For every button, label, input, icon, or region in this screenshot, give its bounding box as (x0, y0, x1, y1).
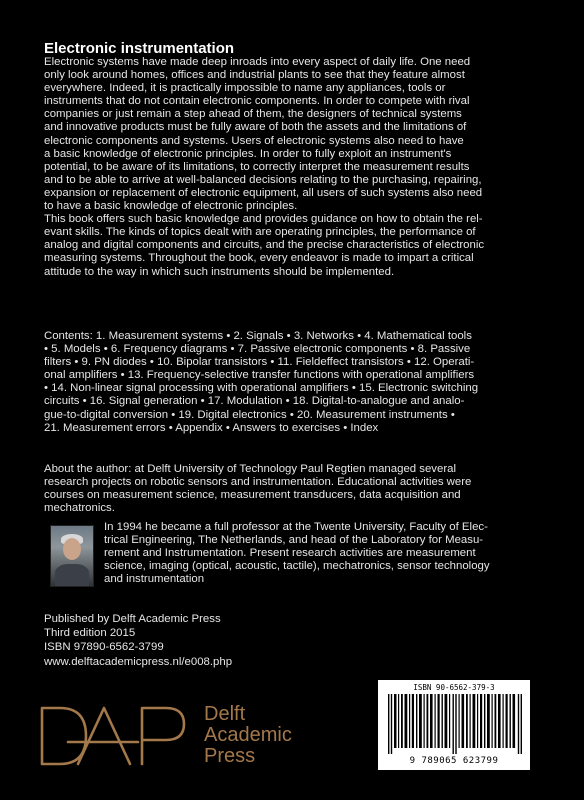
author-photo (50, 525, 94, 587)
author-bio-text (104, 521, 544, 586)
intro-line: electronic components and systems. Users of electronic systems also need to have (44, 134, 464, 147)
publisher-info (44, 612, 232, 669)
author-line: research projects on robotic sensors and instrumentation. Educational activities were (44, 476, 472, 489)
logo-wordmark (204, 704, 292, 767)
intro-text (44, 56, 544, 279)
author-bio-line: and instrumentation (104, 573, 205, 586)
barcode-isbn-label: ISBN 90-6562-379-3 (413, 683, 495, 692)
intro-line: analog and digital components and circuits, and the precise characteristics of electronic (44, 239, 485, 252)
author-line: mechatronics. (44, 502, 115, 515)
intro-line: This book offers such basic knowledge and provides guidance on how to obtain the rel- (44, 213, 483, 226)
publisher-name: Published by Delft Academic Press (44, 613, 221, 625)
intro-line: a basic knowledge of electronic principles. In order to fully exploit an instrument's (44, 147, 452, 160)
intro-line: only look around homes, offices and industrial plants to see that they feature almost (44, 69, 465, 82)
isbn-text: ISBN 97890-6562-3799 (44, 641, 164, 654)
intro-line: and innovative products must be fully aware of both the assets and the limitations of (44, 121, 467, 134)
intro-line: measuring systems. Throughout the book, every endeavor is made to impart a critical (44, 252, 474, 265)
contents-line: • 5. Models • 6. Frequency diagrams • 7. Passive electronic components • 8. Passive (44, 343, 471, 356)
logo-word: Press (204, 745, 256, 767)
intro-line: instruments that do not contain electronic components. In order to compete with rival (44, 95, 470, 108)
logo-word: Academic (204, 724, 292, 746)
contents-line: 21. Measurement errors • Appendix • Answers to exercises • Index (44, 421, 379, 434)
contents-line: filters • 9. PN diodes • 10. Bipolar transistors • 11. Fieldeffect transistors • 12. Operati- (44, 356, 475, 369)
intro-line: companies or just remain a step ahead of them, the designers of technical systems (44, 108, 462, 121)
barcode-digits: 9 789065 623799 (409, 756, 499, 766)
contents-line: onal amplifiers • 13. Frequency-selective transfer functions with operational amplifiers (44, 369, 475, 382)
about-author-text (44, 463, 544, 515)
intro-line: to have a basic knowledge of electronic principles. (44, 200, 298, 213)
author-bio-line: rement and Instrumentation. Present research activities are measurement (104, 547, 476, 560)
barcode-bars-icon (388, 694, 522, 754)
contents-line: circuits • 16. Signal generation • 17. Modulation • 18. Digital-to-analogue and analo- (44, 395, 465, 408)
intro-line: and to be able to arrive at well-balanced decisions relating to the purchasing, repairing, (44, 173, 482, 186)
barcode (378, 680, 530, 770)
author-bio-line: In 1994 he became a full professor at the Twente University, Faculty of Elec- (104, 521, 488, 533)
contents-line: Contents: 1. Measurement systems • 2. Signals • 3. Networks • 4. Mathematical tools (44, 330, 472, 342)
publisher-url[interactable]: www.delftacademicpress.nl/e008.php (44, 655, 233, 668)
author-line: About the author: at Delft University of Technology Paul Regtien managed several (44, 463, 456, 475)
author-bio-line: trical Engineering, The Netherlands, and head of the Laboratory for Measu- (104, 534, 484, 547)
author-bio-line: science, imaging (optical, acoustic, tactile), mechatronics, sensor technology (104, 560, 490, 573)
contents-line: gue-to-digital conversion • 19. Digital electronics • 20. Measurement instruments • (44, 408, 455, 421)
author-line: courses on measurement science, measurement transducers, data acquisition and (44, 489, 461, 502)
intro-line: potential, to be aware of its limitations, to correctly interpret the measurement results (44, 160, 470, 173)
book-title: Electronic instrumentation (44, 40, 235, 57)
intro-line: evant skills. The kinds of topics dealt with are operating principles, the performance of (44, 226, 476, 239)
intro-line: Electronic systems have made deep inroads into every aspect of daily life. One need (44, 56, 471, 68)
edition: Third edition 2015 (44, 627, 136, 640)
intro-line: everywhere. Indeed, it is practically impossible to name any appliances, tools or (44, 82, 446, 95)
contents-line: • 14. Non-linear signal processing with operational amplifiers • 15. Electronic switching (44, 382, 479, 395)
intro-line: attitude to the way in which such instruments should be implemented. (44, 265, 395, 278)
logo-word: Delft (204, 703, 246, 725)
contents-text (44, 330, 544, 435)
intro-line: expansion or replacement of electronic equipment, all users of such systems also need (44, 186, 483, 199)
